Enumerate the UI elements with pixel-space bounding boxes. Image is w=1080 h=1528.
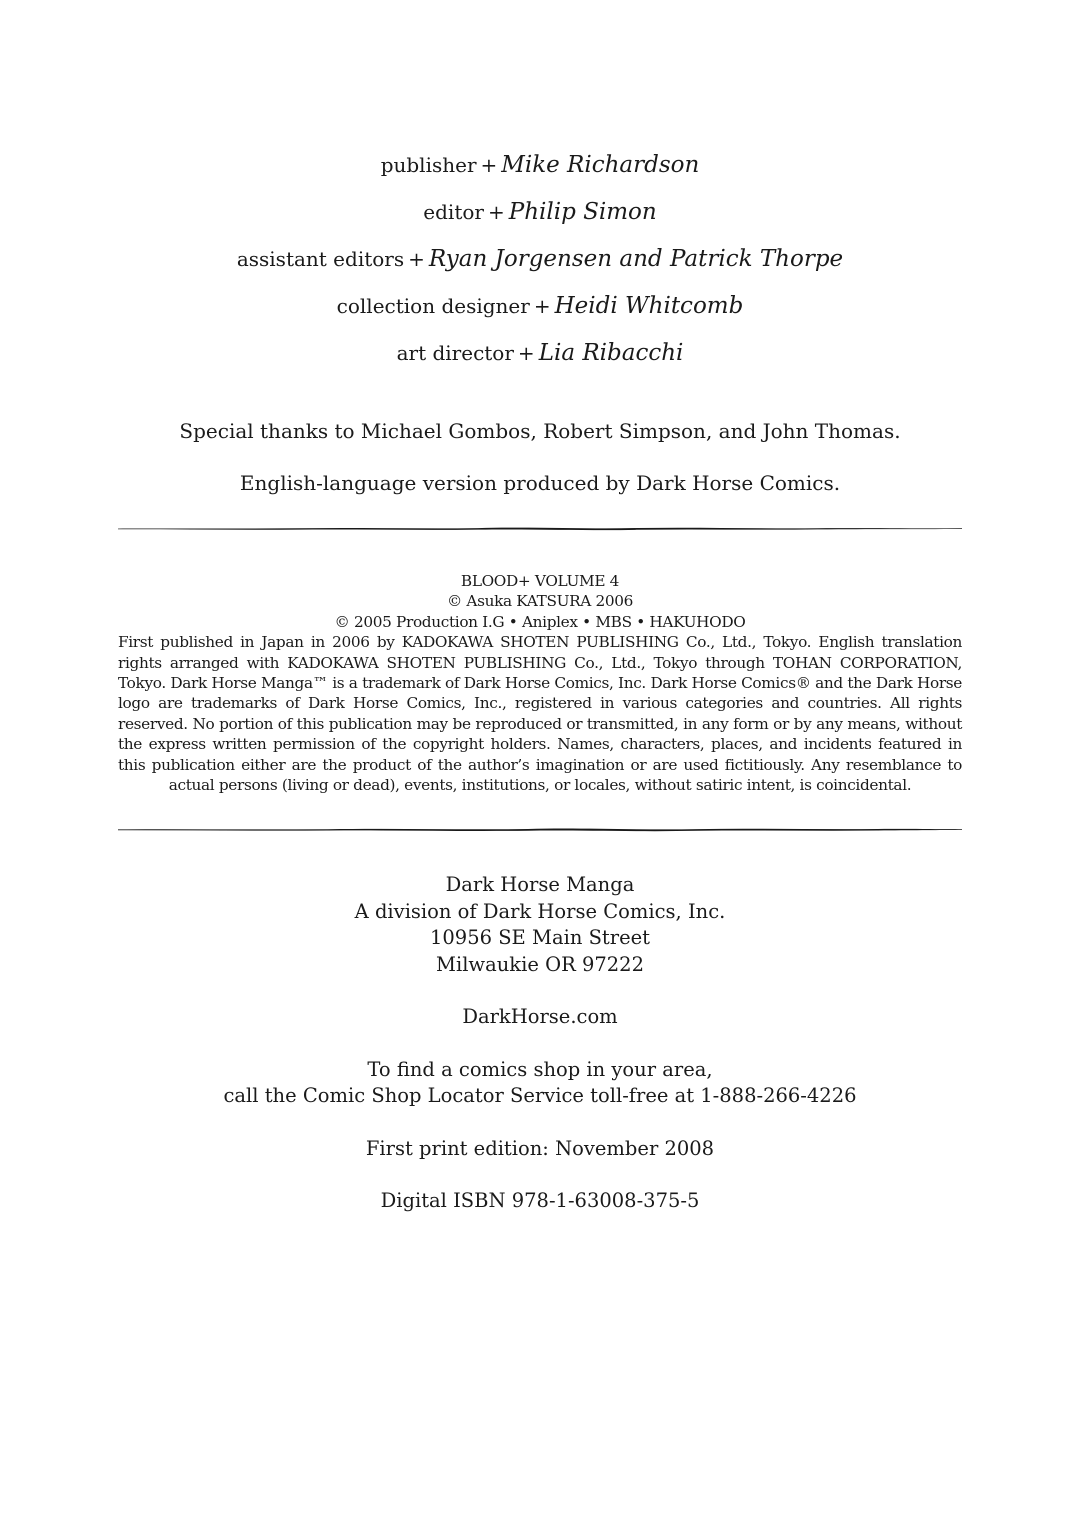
- volume-title: BLOOD+ VOLUME 4: [460, 572, 620, 590]
- spacer: [0, 978, 1080, 1004]
- website-link[interactable]: DarkHorse.com: [462, 1005, 618, 1028]
- credit-assistant-editors: [0, 242, 1080, 289]
- locator-line-1: To find a comics shop in your area,: [367, 1057, 713, 1081]
- credit-separator: +: [533, 294, 551, 318]
- credit-art-director: [0, 336, 1080, 383]
- credit-role: editor: [423, 200, 484, 224]
- credit-name: Mike Richardson: [501, 152, 700, 178]
- credit-name: Ryan Jorgensen and Patrick Thorpe: [428, 246, 844, 272]
- production-copyright: © 2005 Production I.G • Aniplex • MBS • HAKUHODO: [334, 612, 746, 631]
- company-name: Dark Horse Manga: [445, 873, 635, 896]
- credit-publisher: [0, 148, 1080, 195]
- brush-divider-top: [118, 524, 962, 532]
- credit-editor: [0, 195, 1080, 242]
- credit-separator: +: [487, 200, 505, 224]
- city-address: Milwaukie OR 97222: [435, 952, 644, 976]
- legal-text: First published in Japan in 2006 by KADOKAWA SHOTEN PUBLISHING Co., Ltd., Tokyo. English translation rights arranged with KADOKAWA SHOTEN PUBLISHING Co., Ltd., Tokyo through TOHAN CORPORATION, Tokyo. Dark Horse Manga™ is a trademark of Dark Horse Comics, Inc. Dark Horse Comics® and the Dark Horse logo are trademarks of Dark Horse Comics, Inc., registered in various categories and countries. All rights reserved. No portion of this publication may be reproduced or transmitted, in any form or by any means, without the express written permission of the copyright holders. Names, characters, places, and incidents featured in this publication either are the product of the author’s imagination or are used fictitiously. Any resemblance to actual persons (living or dead), events, institutions, or locales, without satiric intent, is coincidental.: [118, 633, 962, 795]
- contact-block: [0, 872, 1080, 1215]
- spacer: [0, 1031, 1080, 1057]
- credit-role: publisher: [380, 153, 477, 177]
- credit-separator: +: [480, 153, 498, 177]
- division-name: A division of Dark Horse Comics, Inc.: [354, 899, 726, 923]
- isbn-info: Digital ISBN 978-1-63008-375-5: [380, 1189, 700, 1212]
- english-version-note: English-language version produced by Dark Horse Comics.: [239, 471, 841, 495]
- brush-divider-bottom: [118, 825, 962, 833]
- credit-name: Lia Ribacchi: [538, 340, 684, 366]
- credit-separator: +: [517, 341, 535, 365]
- copyright-block: [118, 571, 962, 795]
- spacer: [0, 1162, 1080, 1188]
- credit-role: collection designer: [336, 294, 530, 318]
- credit-name: Heidi Whitcomb: [554, 293, 744, 319]
- credits-list: [0, 148, 1080, 383]
- credit-role: art director: [396, 341, 514, 365]
- street-address: 10956 SE Main Street: [429, 926, 651, 949]
- credit-separator: +: [408, 247, 425, 271]
- special-thanks: Special thanks to Michael Gombos, Robert Simpson, and John Thomas.: [179, 419, 901, 443]
- credit-collection-designer: [0, 289, 1080, 336]
- credit-name: Philip Simon: [508, 199, 657, 225]
- author-copyright: © Asuka KATSURA 2006: [446, 592, 634, 611]
- credit-role: assistant editors: [236, 247, 405, 271]
- spacer: [0, 1110, 1080, 1136]
- locator-line-2: call the Comic Shop Locator Service toll-free at 1-888-266-4226: [223, 1084, 857, 1107]
- edition-info: First print edition: November 2008: [365, 1136, 715, 1160]
